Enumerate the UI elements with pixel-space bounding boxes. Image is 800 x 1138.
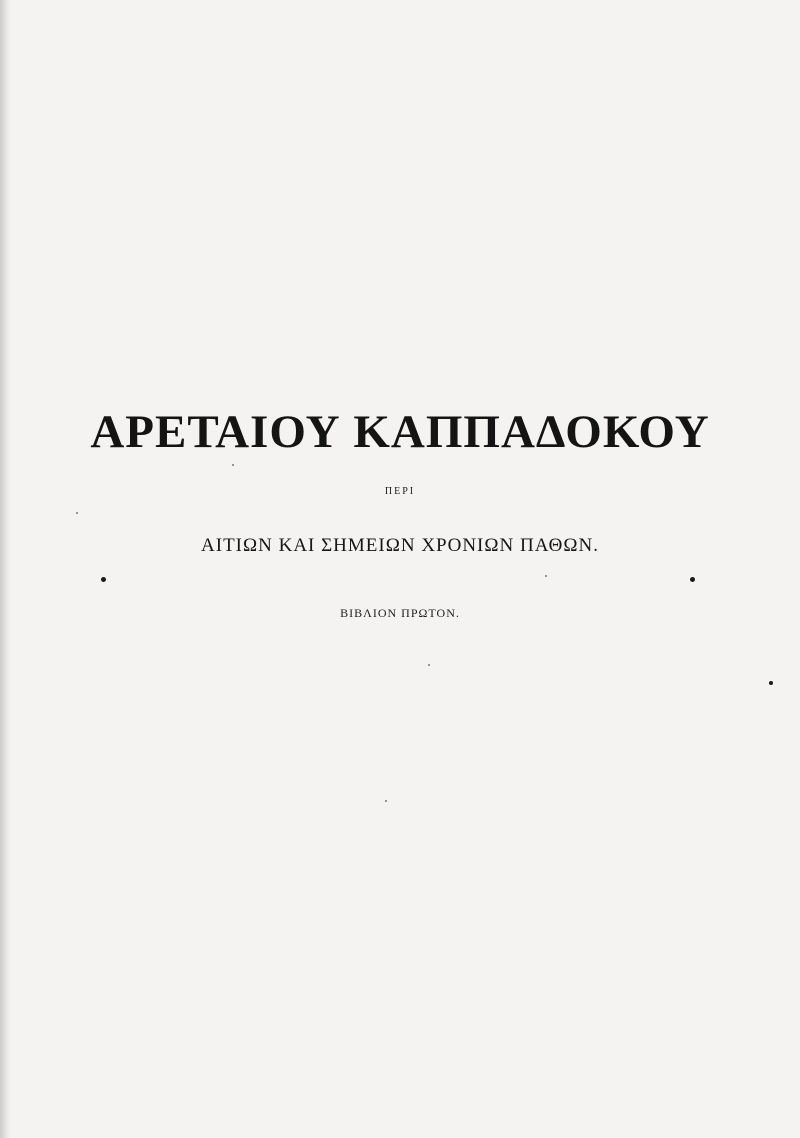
- ink-speck: [385, 800, 387, 802]
- ink-speck: [545, 575, 547, 577]
- subtitle: ΑΙΤΙΩΝ ΚΑΙ ΣΗΜΕΙΩΝ ΧΡΟΝΙΩΝ ΠΑΘΩΝ.: [201, 535, 599, 556]
- ink-speck: [428, 664, 430, 666]
- ink-speck: [76, 512, 78, 514]
- book-heading: ΒΙΒΛΙΟΝ ΠΡΩΤΟΝ.: [340, 606, 460, 620]
- page-edge-shadow: [0, 0, 10, 1138]
- ink-dot-left: [101, 577, 106, 582]
- ink-dot-margin: [769, 681, 773, 685]
- peri-line: ΠΕΡΙ: [384, 486, 416, 497]
- ink-speck: [232, 464, 234, 466]
- ink-dot-right: [690, 577, 695, 582]
- main-title: ΑΡΕΤΑΙΟΥ ΚΑΠΠΑΔΟΚΟΥ: [90, 406, 710, 458]
